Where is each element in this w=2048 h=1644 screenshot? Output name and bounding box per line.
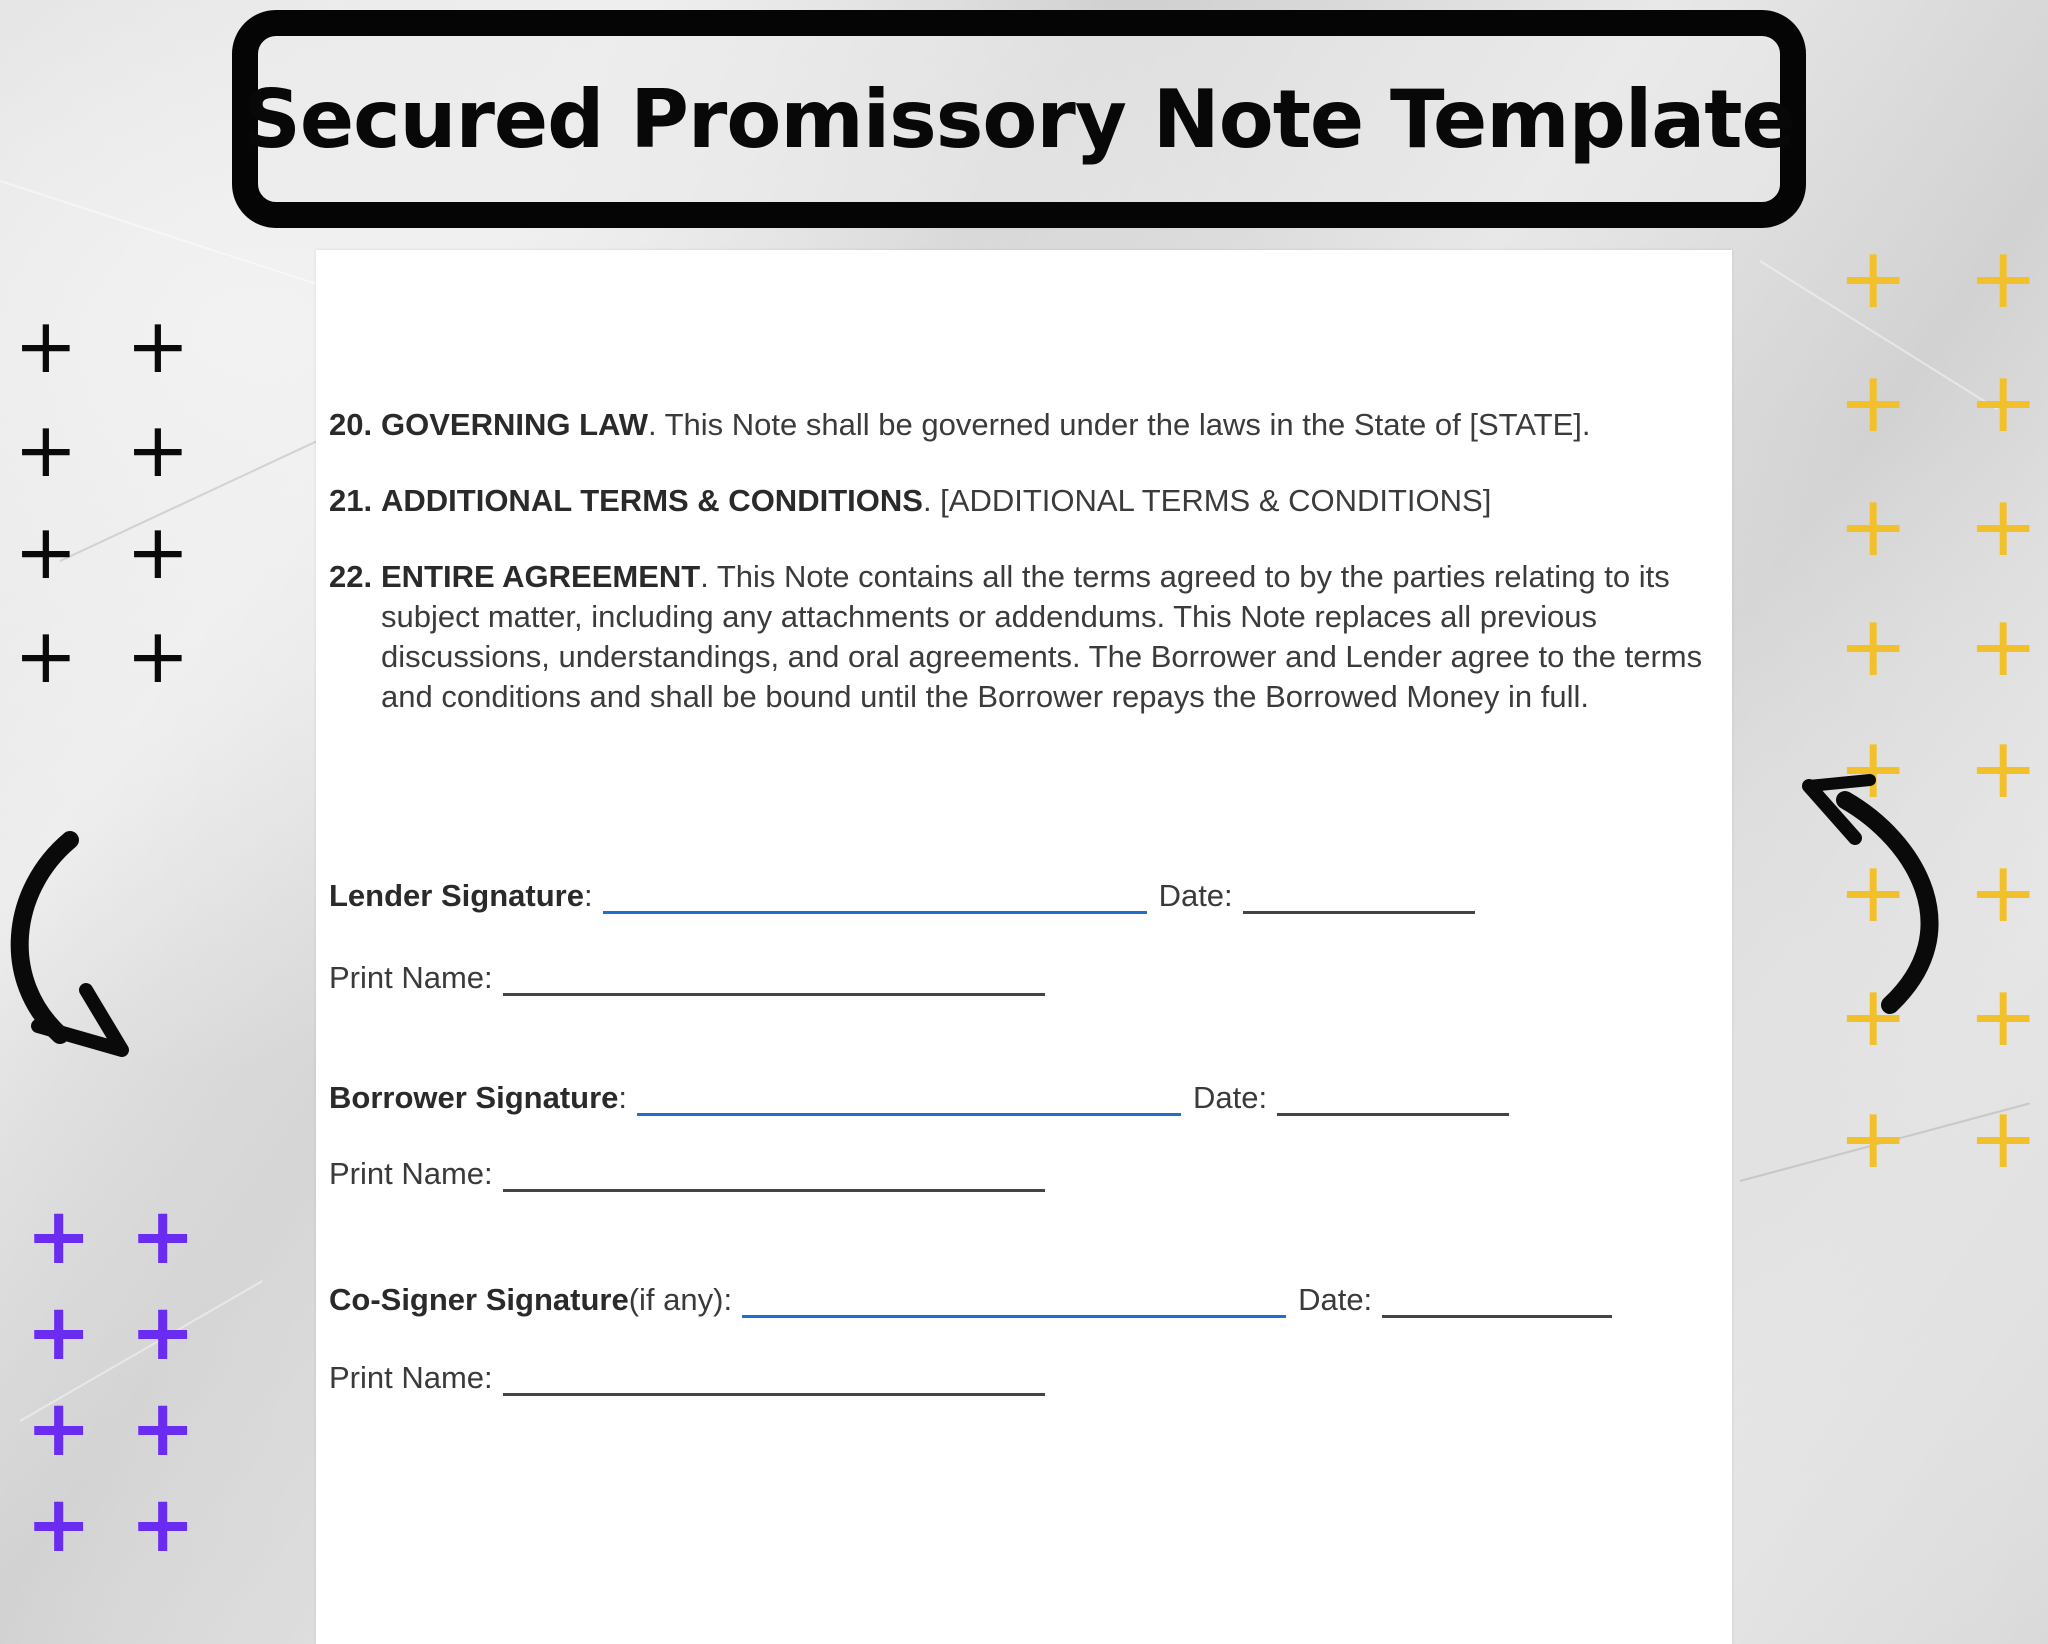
plus-icon: + — [130, 1384, 196, 1474]
lender-signature-label: Lender Signature — [329, 878, 584, 913]
clause-heading: ADDITIONAL TERMS & CONDITIONS — [381, 483, 923, 518]
clause-number: 20. — [329, 407, 373, 442]
plus-icon: + — [1838, 353, 1909, 451]
plus-icon: + — [1838, 229, 1909, 327]
clause-heading: ENTIRE AGREEMENT — [381, 559, 701, 594]
plus-icon: + — [1968, 719, 2039, 817]
cosigner-print-name-field[interactable] — [503, 1363, 1045, 1396]
lender-signature-field[interactable] — [603, 881, 1147, 914]
plus-icon: + — [126, 611, 190, 700]
plus-icon: + — [1838, 477, 1909, 575]
plus-icon: + — [126, 301, 190, 390]
cosigner-qualifier: (if any) — [628, 1282, 724, 1317]
curved-arrow-right-icon — [1795, 760, 1965, 1020]
title-banner — [232, 10, 1806, 228]
borrower-signature-field[interactable] — [637, 1083, 1181, 1116]
cosigner-signature-label: Co-Signer Signature — [329, 1282, 629, 1317]
document-page — [316, 250, 1732, 1644]
date-label: Date: — [1298, 1282, 1373, 1317]
cosigner-signature-row — [329, 1282, 1612, 1318]
plus-icon: + — [14, 405, 78, 494]
borrower-signature-label: Borrower Signature — [329, 1080, 619, 1115]
plus-icon: + — [14, 611, 78, 700]
plus-icon: + — [26, 1288, 92, 1378]
clause-number: 21. — [329, 483, 373, 518]
plus-icon: + — [14, 301, 78, 390]
cosigner-date-field[interactable] — [1382, 1285, 1612, 1318]
lender-print-name-row — [329, 960, 1045, 996]
date-label: Date: — [1158, 878, 1233, 913]
clause-number: 22. — [329, 559, 373, 594]
paper-crease — [60, 433, 333, 562]
plus-icon: + — [1968, 843, 2039, 941]
borrower-signature-row — [329, 1080, 1509, 1116]
date-label: Date: — [1193, 1080, 1268, 1115]
plus-icon: + — [1838, 1089, 1909, 1187]
clause-text: . This Note contains all the terms agreed to by the parties relating to its subject matter, including any attachments or addendums. This Note replaces all previous discussions, understandings, and oral agreements. The Borrower and Lender agree to the terms and conditions and shall be bound until the Borrower repays the Borrowed Money in full. — [381, 559, 1703, 714]
clause-additional-terms — [329, 481, 1724, 521]
plus-icon: + — [1838, 597, 1909, 695]
lender-signature-row — [329, 878, 1475, 914]
label-colon: : — [618, 1080, 628, 1115]
plus-icon: + — [26, 1384, 92, 1474]
plus-icon: + — [1968, 353, 2039, 451]
page-title: Secured Promissory Note Template — [243, 72, 1795, 166]
plus-icon: + — [26, 1192, 92, 1282]
plus-icon: + — [130, 1192, 196, 1282]
print-name-label: Print Name: — [329, 960, 493, 995]
clause-heading: GOVERNING LAW — [381, 407, 648, 442]
print-name-label: Print Name: — [329, 1156, 493, 1191]
clause-text: . This Note shall be governed under the laws in the State of [STATE]. — [647, 407, 1591, 442]
plus-icon: + — [1968, 229, 2039, 327]
plus-icon: + — [126, 507, 190, 596]
plus-icon: + — [130, 1288, 196, 1378]
lender-print-name-field[interactable] — [503, 963, 1045, 996]
clause-text: . [ADDITIONAL TERMS & CONDITIONS] — [922, 483, 1492, 518]
plus-icon: + — [1968, 967, 2039, 1065]
label-colon: : — [723, 1282, 733, 1317]
curved-arrow-left-icon — [0, 830, 140, 1060]
plus-icon: + — [1838, 843, 1909, 941]
plus-icon: + — [126, 405, 190, 494]
plus-icon: + — [1838, 967, 1909, 1065]
plus-icon: + — [130, 1480, 196, 1570]
document-body — [329, 405, 1724, 739]
clause-governing-law — [329, 405, 1724, 445]
borrower-date-field[interactable] — [1277, 1083, 1509, 1116]
plus-icon: + — [1838, 719, 1909, 817]
plus-icon: + — [1968, 1089, 2039, 1187]
clause-entire-agreement — [329, 557, 1724, 717]
borrower-print-name-field[interactable] — [503, 1159, 1045, 1192]
lender-date-field[interactable] — [1243, 881, 1475, 914]
cosigner-signature-field[interactable] — [742, 1285, 1286, 1318]
cosigner-print-name-row — [329, 1360, 1045, 1396]
print-name-label: Print Name: — [329, 1360, 493, 1395]
plus-icon: + — [1968, 477, 2039, 575]
borrower-print-name-row — [329, 1156, 1045, 1192]
plus-icon: + — [1968, 597, 2039, 695]
plus-icon: + — [14, 507, 78, 596]
plus-icon: + — [26, 1480, 92, 1570]
label-colon: : — [583, 878, 593, 913]
